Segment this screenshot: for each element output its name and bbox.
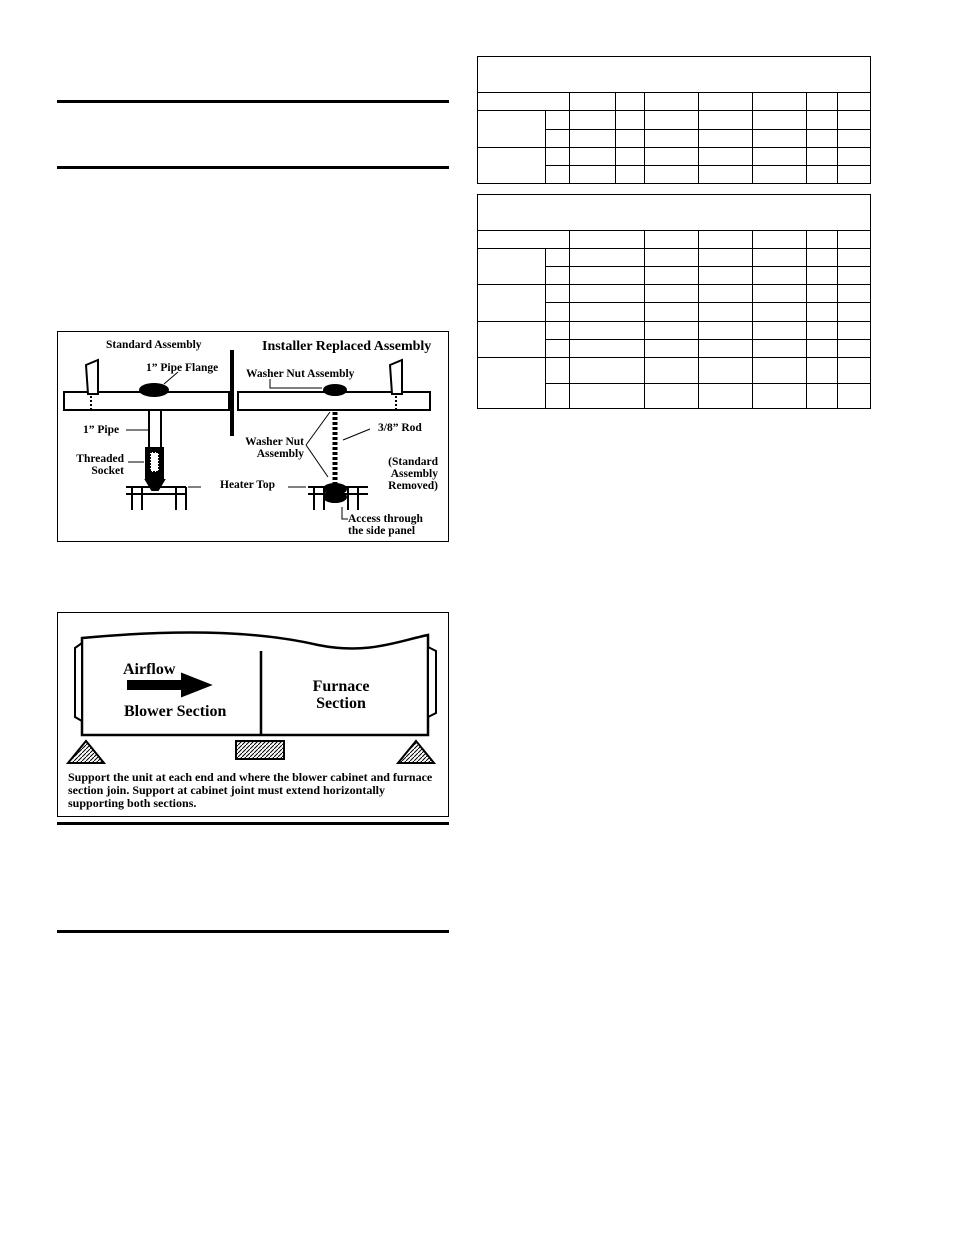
spec-table-2	[477, 194, 871, 409]
label-access-side-panel: Access through the side panel	[348, 513, 423, 537]
table-row	[478, 357, 871, 383]
table-row	[478, 111, 871, 129]
table-1-title-row	[478, 57, 871, 93]
table-row	[478, 321, 871, 339]
hanging-assembly-figure	[57, 331, 449, 542]
label-washer-nut-assembly-side: Washer Nut Assembly	[245, 436, 304, 460]
table-1-header-row	[478, 93, 871, 111]
spec-table-1	[477, 56, 871, 184]
label-blower-section: Blower Section	[124, 703, 227, 720]
label-heater-top: Heater Top	[220, 479, 276, 491]
section-rule-1	[57, 100, 449, 103]
label-rod: 3/8” Rod	[378, 422, 422, 434]
label-pipe-flange: 1” Pipe Flange	[146, 362, 219, 374]
section-rule-3	[57, 822, 449, 825]
label-installer-replaced-assembly: Installer Replaced Assembly	[262, 339, 432, 354]
table-2-title-row	[478, 195, 871, 231]
table-row	[478, 147, 871, 165]
unit-support-figure	[57, 612, 449, 817]
table-row	[478, 285, 871, 303]
label-washer-nut-assembly-top: Washer Nut Assembly	[246, 368, 355, 380]
label-standard-assembly-removed: (Standard Assembly Removed)	[388, 456, 438, 492]
section-rule-4	[57, 930, 449, 933]
label-airflow: Airflow	[123, 661, 176, 678]
label-threaded-socket: Threaded Socket	[76, 453, 124, 477]
label-standard-assembly: Standard Assembly	[106, 339, 202, 351]
section-rule-2	[57, 166, 449, 169]
table-2-header-row	[478, 231, 871, 249]
label-furnace-section: Furnace Section	[312, 678, 370, 712]
support-note: Support the unit at each end and where the blower cabinet and furnace section join. Support at cabinet joint must extend horizontally supporting both sections.	[68, 770, 433, 810]
table-row	[478, 249, 871, 267]
label-one-inch-pipe: 1” Pipe	[83, 424, 120, 436]
